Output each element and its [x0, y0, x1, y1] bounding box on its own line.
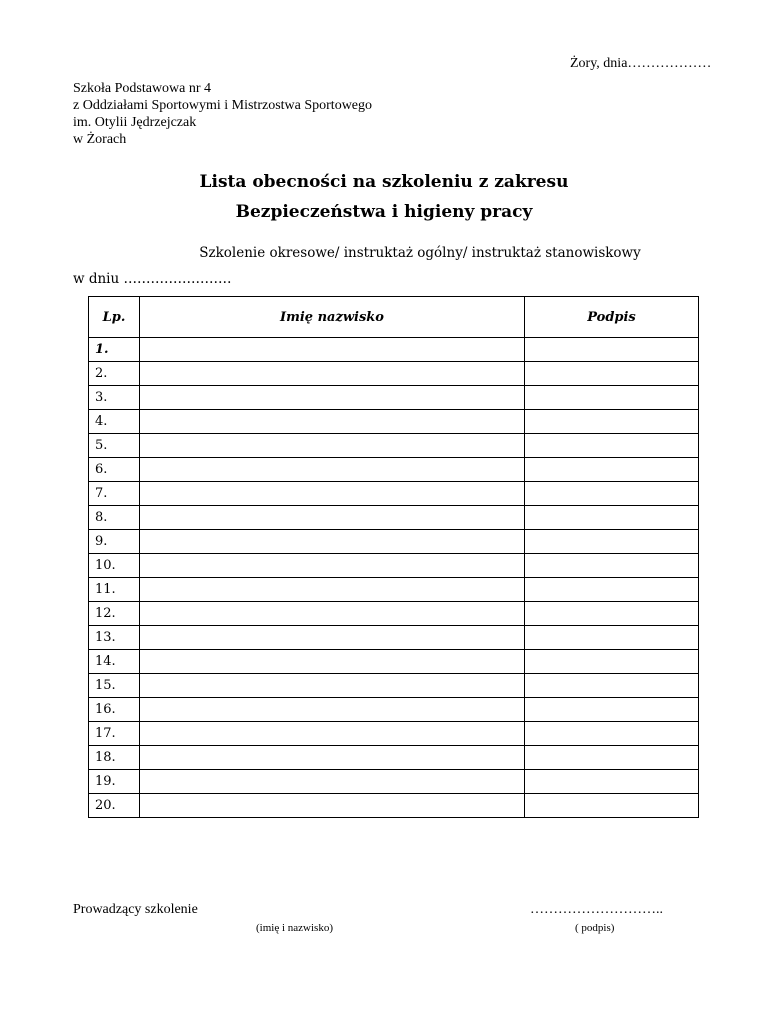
- signature-caption: ( podpis): [575, 922, 615, 934]
- signature-cell[interactable]: [525, 602, 699, 626]
- signature-cell[interactable]: [525, 698, 699, 722]
- name-cell[interactable]: [140, 626, 525, 650]
- header-name: Imię nazwisko: [140, 297, 525, 338]
- header-signature: Podpis: [525, 297, 699, 338]
- training-type: Szkolenie okresowe/ instruktaż ogólny/ instruktaż stanowiskowy: [199, 245, 641, 261]
- table-body: [89, 338, 699, 818]
- signature-cell[interactable]: [525, 506, 699, 530]
- table-row: [89, 482, 699, 506]
- signature-cell[interactable]: [525, 458, 699, 482]
- signature-cell[interactable]: [525, 530, 699, 554]
- name-cell[interactable]: [140, 794, 525, 818]
- table-row: [89, 338, 699, 362]
- row-number: 20.: [89, 794, 140, 818]
- row-number: 11.: [89, 578, 140, 602]
- name-caption: (imię i nazwisko): [256, 922, 333, 934]
- name-cell[interactable]: [140, 722, 525, 746]
- name-cell[interactable]: [140, 410, 525, 434]
- table-row: [89, 746, 699, 770]
- signature-cell[interactable]: [525, 362, 699, 386]
- signature-cell[interactable]: [525, 554, 699, 578]
- table-row: [89, 530, 699, 554]
- signature-cell[interactable]: [525, 434, 699, 458]
- row-number: 7.: [89, 482, 140, 506]
- table-row: [89, 794, 699, 818]
- training-date-field: w dniu ……………………: [73, 271, 232, 287]
- name-cell[interactable]: [140, 338, 525, 362]
- table-row: [89, 386, 699, 410]
- row-number: 17.: [89, 722, 140, 746]
- row-number: 6.: [89, 458, 140, 482]
- signature-cell[interactable]: [525, 626, 699, 650]
- table-row: [89, 410, 699, 434]
- name-cell[interactable]: [140, 482, 525, 506]
- name-cell[interactable]: [140, 530, 525, 554]
- name-cell[interactable]: [140, 362, 525, 386]
- table-row: [89, 602, 699, 626]
- name-cell[interactable]: [140, 578, 525, 602]
- school-division-line: z Oddziałami Sportowymi i Mistrzostwa Sportowego: [73, 98, 373, 113]
- signature-cell[interactable]: [525, 386, 699, 410]
- table-row: [89, 698, 699, 722]
- school-address: [73, 80, 372, 148]
- name-cell[interactable]: [140, 650, 525, 674]
- name-cell[interactable]: [140, 770, 525, 794]
- table-row: [89, 506, 699, 530]
- name-cell[interactable]: [140, 698, 525, 722]
- signature-cell[interactable]: [525, 410, 699, 434]
- table-row: [89, 458, 699, 482]
- table-row: [89, 674, 699, 698]
- signature-cell[interactable]: [525, 578, 699, 602]
- document-title-line2: Bezpieczeństwa i higieny pracy: [235, 202, 533, 222]
- row-number: 18.: [89, 746, 140, 770]
- table-row: [89, 650, 699, 674]
- signature-cell[interactable]: [525, 770, 699, 794]
- table-row: [89, 722, 699, 746]
- row-number: 15.: [89, 674, 140, 698]
- row-number: 19.: [89, 770, 140, 794]
- row-number: 3.: [89, 386, 140, 410]
- signature-cell[interactable]: [525, 674, 699, 698]
- row-number: 1.: [89, 338, 140, 362]
- document-title-line1: Lista obecności na szkoleniu z zakresu: [199, 172, 569, 192]
- row-number: 16.: [89, 698, 140, 722]
- school-name-line: Szkoła Podstawowa nr 4: [73, 81, 212, 96]
- header-lp: Lp.: [89, 297, 140, 338]
- name-cell[interactable]: [140, 674, 525, 698]
- table-row: [89, 554, 699, 578]
- table-row: [89, 626, 699, 650]
- signature-cell[interactable]: [525, 650, 699, 674]
- signature-cell[interactable]: [525, 722, 699, 746]
- table-row: [89, 578, 699, 602]
- row-number: 8.: [89, 506, 140, 530]
- table-row: [89, 362, 699, 386]
- table-row: [89, 434, 699, 458]
- row-number: 10.: [89, 554, 140, 578]
- row-number: 13.: [89, 626, 140, 650]
- signature-cell[interactable]: [525, 794, 699, 818]
- school-patron-line: im. Otylii Jędrzejczak: [73, 115, 197, 130]
- signature-line: ………………………..: [530, 902, 663, 917]
- row-number: 9.: [89, 530, 140, 554]
- name-cell[interactable]: [140, 386, 525, 410]
- signature-cell[interactable]: [525, 746, 699, 770]
- school-city-line: w Żorach: [73, 132, 127, 147]
- signature-cell[interactable]: [525, 338, 699, 362]
- row-number: 5.: [89, 434, 140, 458]
- name-cell[interactable]: [140, 746, 525, 770]
- signature-cell[interactable]: [525, 482, 699, 506]
- attendance-table: [88, 296, 699, 818]
- place-date: Żory, dnia………………: [570, 56, 712, 71]
- table-header-row: [89, 297, 699, 338]
- name-cell[interactable]: [140, 602, 525, 626]
- name-cell[interactable]: [140, 458, 525, 482]
- row-number: 14.: [89, 650, 140, 674]
- name-cell[interactable]: [140, 554, 525, 578]
- row-number: 4.: [89, 410, 140, 434]
- table-row: [89, 770, 699, 794]
- name-cell[interactable]: [140, 506, 525, 530]
- row-number: 2.: [89, 362, 140, 386]
- name-cell[interactable]: [140, 434, 525, 458]
- trainer-label: Prowadzący szkolenie: [73, 902, 198, 917]
- row-number: 12.: [89, 602, 140, 626]
